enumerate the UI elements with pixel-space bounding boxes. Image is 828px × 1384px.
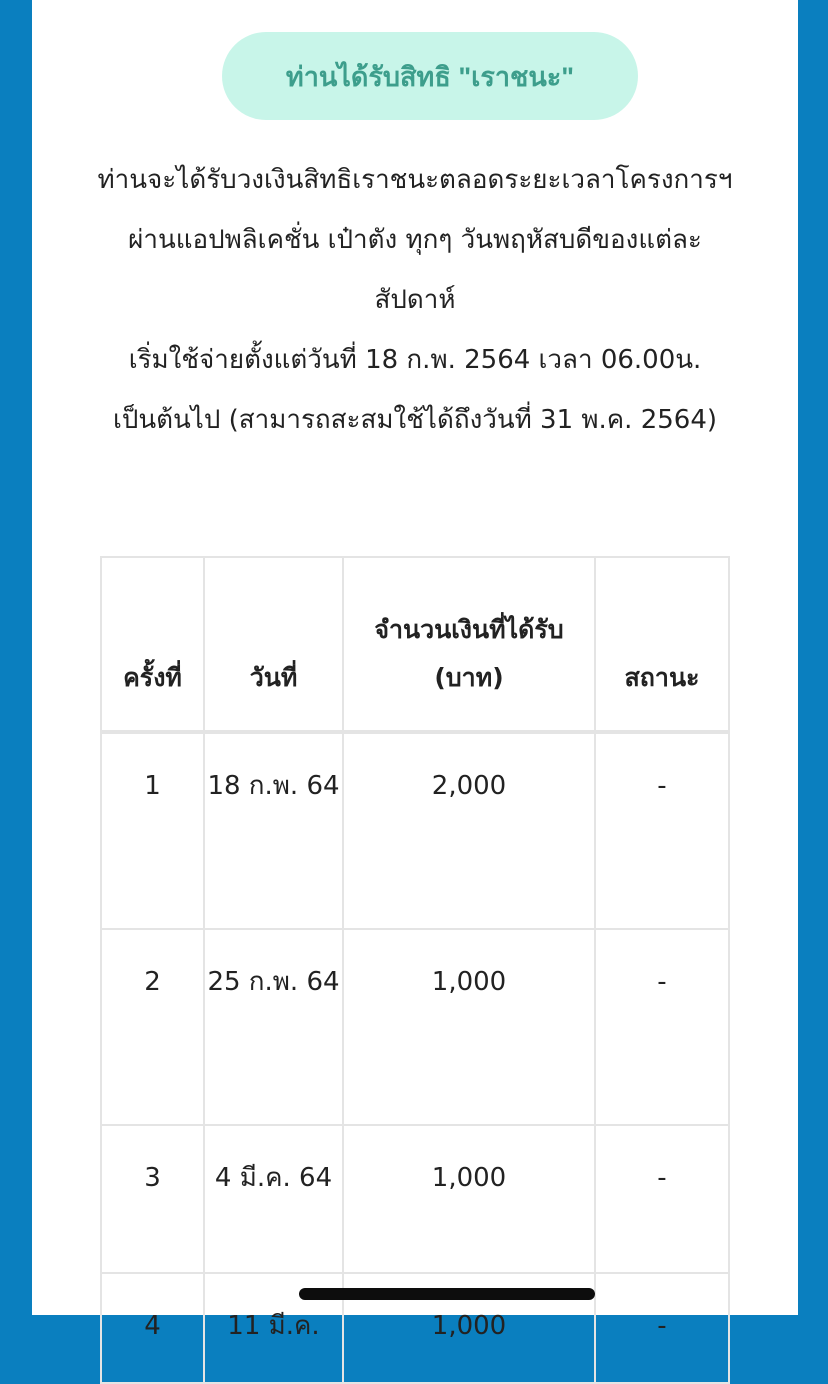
header-round: ครั้งที่ xyxy=(101,557,204,732)
cell-status: - xyxy=(595,1273,729,1383)
description-paragraph: ท่านจะได้รับวงเงินสิทธิเราชนะตลอดระยะเวลาโครงการฯ ผ่านแอปพลิเคชั่น เป๋าตัง ทุกๆ วันพฤหัสบดีของแต่ละสัปดาห์ xyxy=(97,165,733,315)
cell-amount: 2,000 xyxy=(343,732,595,929)
home-indicator-bar[interactable] xyxy=(299,1288,595,1300)
cell-amount: 1,000 xyxy=(343,929,595,1125)
status-badge: ท่านได้รับสิทธิ "เราชนะ" xyxy=(222,32,638,120)
table-row xyxy=(101,929,729,1125)
table-row xyxy=(101,732,729,929)
cell-round: 1 xyxy=(101,732,204,929)
cell-round: 4 xyxy=(101,1273,204,1383)
cell-date: 11 มี.ค. xyxy=(204,1273,343,1383)
header-amount: จำนวนเงินที่ได้รับ (บาท) xyxy=(343,557,595,732)
cell-date: 18 ก.พ. 64 xyxy=(204,732,343,929)
header-date: วันที่ xyxy=(204,557,343,732)
table-header-row xyxy=(101,557,729,732)
description-block xyxy=(92,150,738,450)
header-status: สถานะ xyxy=(595,557,729,732)
table-row xyxy=(101,1125,729,1273)
payment-schedule-table xyxy=(100,556,728,1384)
description-paragraph: เริ่มใช้จ่ายตั้งแต่วันที่ 18 ก.พ. 2564 เวลา 06.00น. เป็นต้นไป (สามารถสะสมใช้ได้ถึงวันที่ 31 พ.ค. 2564) xyxy=(112,345,718,435)
cell-status: - xyxy=(595,732,729,929)
cell-amount: 1,000 xyxy=(343,1125,595,1273)
cell-round: 3 xyxy=(101,1125,204,1273)
cell-status: - xyxy=(595,1125,729,1273)
cell-round: 2 xyxy=(101,929,204,1125)
cell-status: - xyxy=(595,929,729,1125)
cell-date: 25 ก.พ. 64 xyxy=(204,929,343,1125)
cell-amount: 1,000 xyxy=(343,1273,595,1383)
content-panel xyxy=(32,0,798,1341)
cell-date: 4 มี.ค. 64 xyxy=(204,1125,343,1273)
